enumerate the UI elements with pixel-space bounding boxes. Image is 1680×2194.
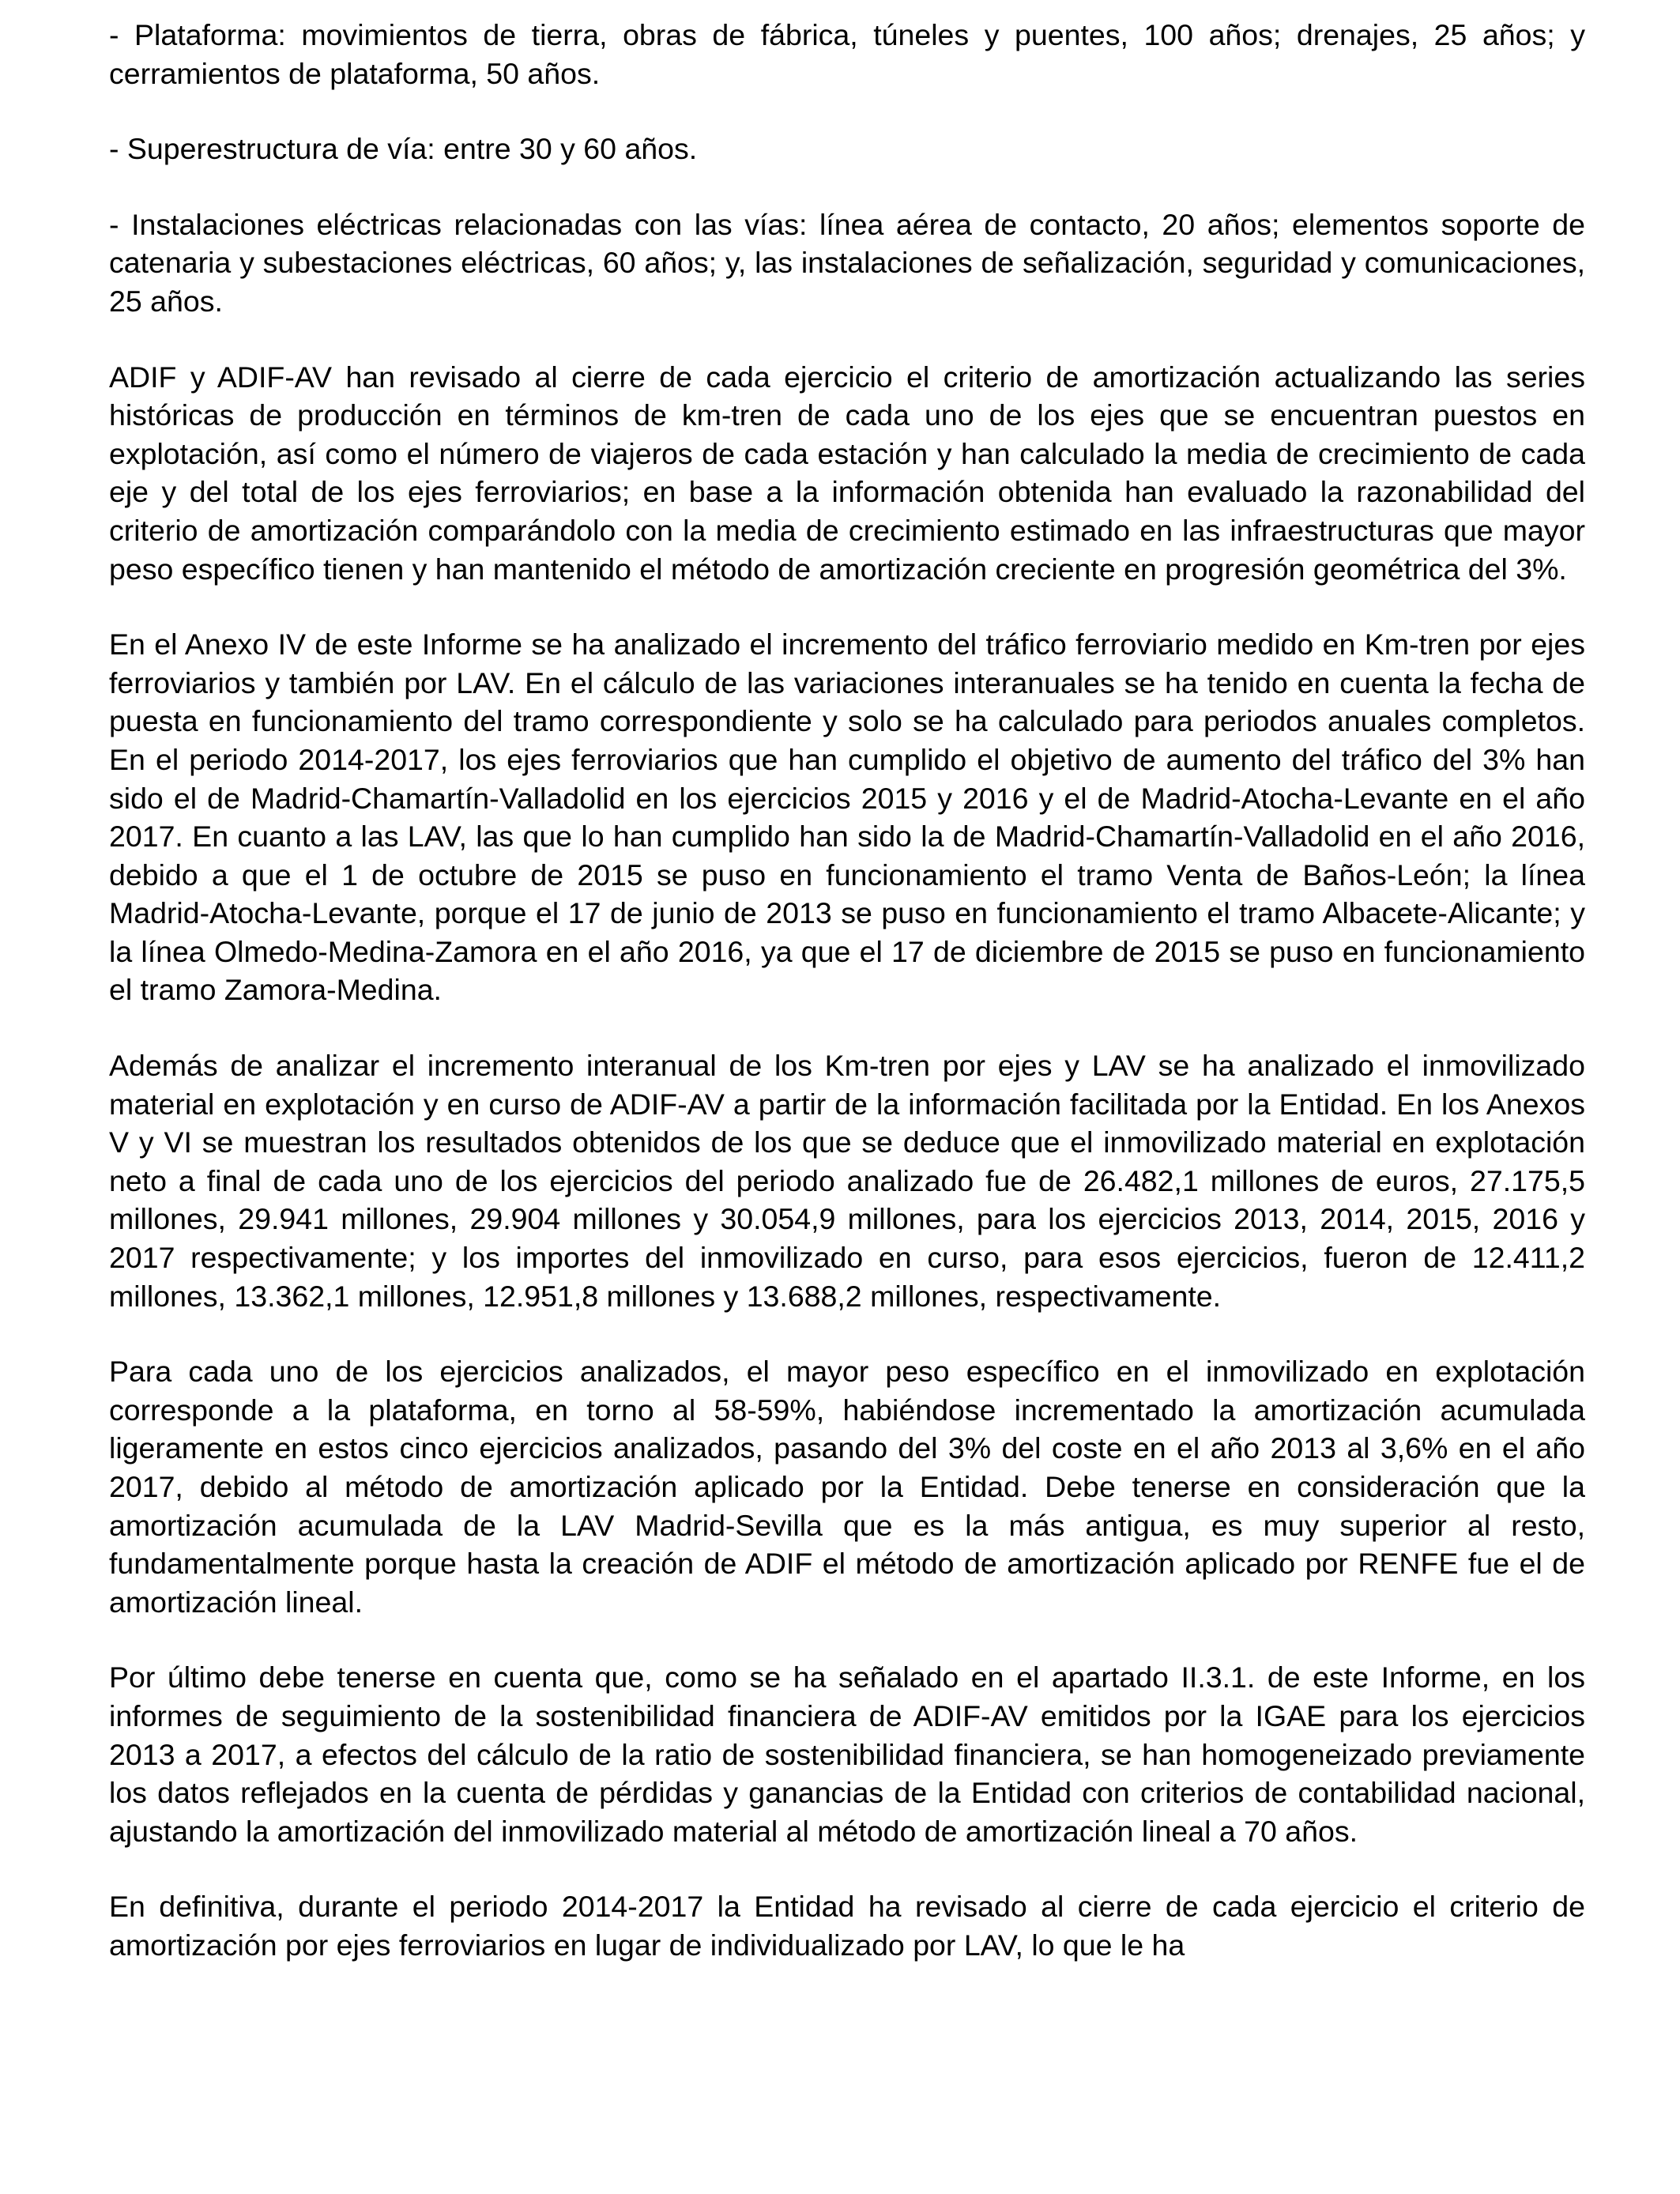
paragraph-superestructura: - Superestructura de vía: entre 30 y 60 años. <box>109 132 698 166</box>
paragraph-igae: Por último debe tenerse en cuenta que, como se ha señalado en el apartado II.3.1. de este Informe, en los informes de seguimiento de la sostenibilidad financiera de ADIF-AV emitidos por la IGAE para los ejercicios 2013 a 2017, a efectos del cálculo de la ratio de sostenibilidad financiera, se han homogeneizado previamente los datos reflejados en la cuenta de pérdidas y ganancias de la Entidad con criterios de contabilidad nacional, ajustando la amortización del inmovilizado material al método de amortización lineal a 70 años. <box>109 1661 1585 1848</box>
paragraph-en-definitiva: En definitiva, durante el periodo 2014-2017 la Entidad ha revisado al cierre de cada ejercicio el criterio de amortización por ejes ferroviarios en lugar de individualizado por LAV, lo que le ha <box>109 1890 1585 1962</box>
paragraph-criterio-amortizacion: ADIF y ADIF-AV han revisado al cierre de cada ejercicio el criterio de amortización actualizando las series históricas de producción en términos de km-tren de cada uno de los ejes que se encuentran puestos en explotación, así como el número de viajeros de cada estación y han calculado la media de crecimiento de cada eje y del total de los ejes ferroviarios; en base a la información obtenida han evaluado la razonabilidad del criterio de amortización comparándolo con la media de crecimiento estimado en las infraestructuras que mayor peso específico tienen y han mantenido el método de amortización creciente en progresión geométrica del 3%. <box>109 360 1585 586</box>
paragraph-peso-especifico: Para cada uno de los ejercicios analizados, el mayor peso específico en el inmovilizado en explotación corresponde a la plataforma, en torno al 58-59%, habiéndose incrementado la amortización acumulada ligeramente en estos cinco ejercicios analizados, pasando del 3% del coste en el año 2013 al 3,6% en el año 2017, debido al método de amortización aplicado por la Entidad. Debe tenerse en consideración que la amortización acumulada de la LAV Madrid-Sevilla que es la más antigua, es muy superior al resto, fundamentalmente porque hasta la creación de ADIF el método de amortización aplicado por RENFE fue el de amortización lineal. <box>109 1355 1585 1619</box>
paragraph-plataforma: - Plataforma: movimientos de tierra, obras de fábrica, túneles y puentes, 100 años; drenajes, 25 años; y cerramientos de plataforma, 50 años. <box>109 18 1585 90</box>
paragraph-instalaciones: - Instalaciones eléctricas relacionadas con las vías: línea aérea de contacto, 20 años; elementos soporte de catenaria y subestaciones eléctricas, 60 años; y, las instalaciones de señalización, seguridad y comunicaciones, 25 años. <box>109 207 1585 318</box>
document-page <box>109 16 1585 2002</box>
paragraph-inmovilizado: Además de analizar el incremento interanual de los Km-tren por ejes y LAV se ha analizado el inmovilizado material en explotación y en curso de ADIF-AV a partir de la información facilitada por la Entidad. En los Anexos V y VI se muestran los resultados obtenidos de los que se deduce que el inmovilizado material en explotación neto a final de cada uno de los ejercicios del periodo analizado fue de 26.482,1 millones de euros, 27.175,5 millones, 29.941 millones, 29.904 millones y 30.054,9 millones, para los ejercicios 2013, 2014, 2015, 2016 y 2017 respectivamente; y los importes del inmovilizado en curso, para esos ejercicios, fueron de 12.411,2 millones, 13.362,1 millones, 12.951,8 millones y 13.688,2 millones, respectivamente. <box>109 1049 1585 1313</box>
paragraph-anexo-iv: En el Anexo IV de este Informe se ha analizado el incremento del tráfico ferroviario medido en Km-tren por ejes ferroviarios y también por LAV. En el cálculo de las variaciones interanuales se ha tenido en cuenta la fecha de puesta en funcionamiento del tramo correspondiente y solo se ha calculado para periodos anuales completos. En el periodo 2014-2017, los ejes ferroviarios que han cumplido el objetivo de aumento del tráfico del 3% han sido el de Madrid-Chamartín-Valladolid en los ejercicios 2015 y 2016 y el de Madrid-Atocha-Levante en el año 2017. En cuanto a las LAV, las que lo han cumplido han sido la de Madrid-Chamartín-Valladolid en el año 2016, debido a que el 1 de octubre de 2015 se puso en funcionamiento el tramo Venta de Baños-León; la línea Madrid-Atocha-Levante, porque el 17 de junio de 2013 se puso en funcionamiento el tramo Albacete-Alicante; y la línea Olmedo-Medina-Zamora en el año 2016, ya que el 17 de diciembre de 2015 se puso en funcionamiento el tramo Zamora-Medina. <box>109 628 1585 1007</box>
